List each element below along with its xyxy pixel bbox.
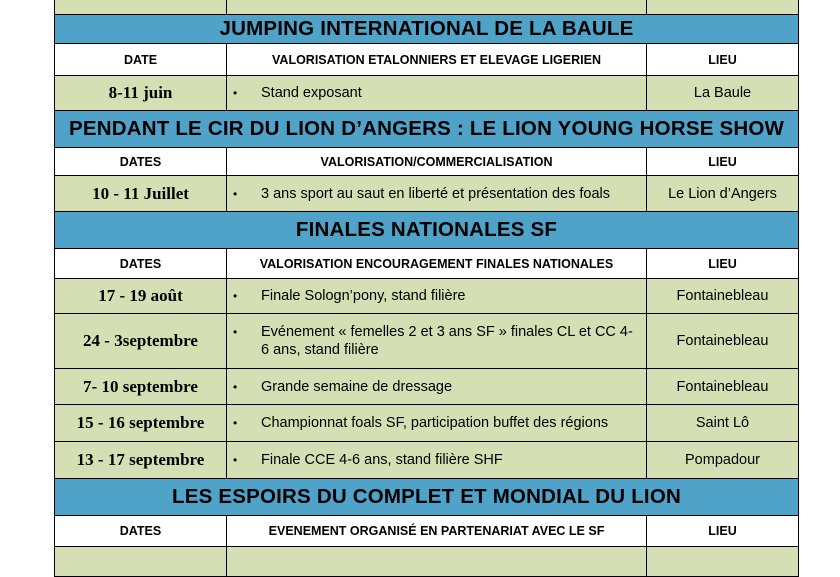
description-cell — [227, 547, 647, 577]
date-cell: 7- 10 septembre — [55, 369, 227, 405]
bullet-icon: • — [233, 186, 238, 201]
bullet-icon: • — [233, 453, 238, 467]
place-cell: Fontainebleau — [647, 369, 799, 405]
description-cell — [227, 442, 647, 479]
column-header-place: LIEU — [647, 516, 799, 547]
column-header-date: DATES — [55, 148, 227, 176]
date-cell — [55, 547, 227, 577]
column-header-description: VALORISATION ENCOURAGEMENT FINALES NATIONALES — [227, 249, 647, 279]
description-text: Championnat foals SF, participation buffet des régions — [261, 415, 609, 431]
column-header-date: DATE — [55, 44, 227, 76]
description-text: Stand exposant — [261, 85, 362, 101]
column-header-description: VALORISATION ETALONNIERS ET ELEVAGE LIGERIEN — [227, 44, 647, 76]
table-row — [55, 279, 799, 314]
bullet-icon: • — [233, 86, 238, 100]
place-cell: Fontainebleau — [647, 279, 799, 314]
date-cell: 8-11 juin — [55, 76, 227, 111]
section-title: JUMPING INTERNATIONAL DE LA BAULE — [55, 15, 799, 44]
column-header-description: VALORISATION/COMMERCIALISATION — [227, 148, 647, 176]
place-cell: Saint Lô — [647, 405, 799, 442]
bullet-icon: • — [233, 416, 238, 430]
place-cell — [647, 547, 799, 577]
description-cell — [227, 405, 647, 442]
table-row — [55, 442, 799, 479]
date-cell: 17 - 19 août — [55, 279, 227, 314]
bullet-icon: • — [233, 289, 238, 303]
bullet-icon: • — [233, 325, 238, 339]
table-row — [55, 405, 799, 442]
section-title: FINALES NATIONALES SF — [55, 212, 799, 249]
description-cell — [227, 76, 647, 111]
table-row — [55, 547, 799, 577]
table-row — [55, 369, 799, 405]
description-text: Finale CCE 4-6 ans, stand filière SHF — [261, 452, 503, 468]
section-title: PENDANT LE CIR DU LION D’ANGERS : LE LION YOUNG HORSE SHOW — [55, 111, 799, 148]
place-cell: Le Lion d’Angers — [647, 176, 799, 212]
column-header-place: LIEU — [647, 44, 799, 76]
description-cell — [227, 314, 647, 369]
header-row — [55, 516, 799, 547]
description-cell — [227, 0, 647, 15]
table-row — [55, 0, 799, 15]
section-title-row — [55, 479, 799, 516]
place-cell — [647, 0, 799, 15]
column-header-place: LIEU — [647, 249, 799, 279]
section-title-row — [55, 15, 799, 44]
place-cell: La Baule — [647, 76, 799, 111]
date-cell: 13 - 17 septembre — [55, 442, 227, 479]
table-row — [55, 314, 799, 369]
column-header-place: LIEU — [647, 148, 799, 176]
header-row — [55, 148, 799, 176]
place-cell: Fontainebleau — [647, 314, 799, 369]
description-cell — [227, 279, 647, 314]
description-cell — [227, 369, 647, 405]
date-cell: 10 - 11 Juillet — [55, 176, 227, 212]
section-title-row — [55, 212, 799, 249]
description-cell — [227, 176, 647, 212]
bullet-icon: • — [233, 379, 238, 394]
description-text: Grande semaine de dressage — [261, 378, 453, 395]
column-header-description: EVENEMENT ORGANISÉ EN PARTENARIAT AVEC LE SF — [227, 516, 647, 547]
section-title: LES ESPOIRS DU COMPLET ET MONDIAL DU LION — [55, 479, 799, 516]
section-title-row — [55, 111, 799, 148]
column-header-date: DATES — [55, 516, 227, 547]
column-header-date: DATES — [55, 249, 227, 279]
events-table — [54, 0, 799, 577]
header-row — [55, 249, 799, 279]
date-cell: 15 - 16 septembre — [55, 405, 227, 442]
table-row — [55, 76, 799, 111]
description-text: 3 ans sport au saut en liberté et présentation des foals — [261, 185, 611, 202]
date-cell: 24 - 3septembre — [55, 314, 227, 369]
description-text: Evénement « femelles 2 et 3 ans SF » finales CL et CC 4-6 ans, stand filière — [261, 324, 633, 358]
description-text: Finale Sologn’pony, stand filière — [261, 288, 466, 304]
table-row — [55, 176, 799, 212]
place-cell: Pompadour — [647, 442, 799, 479]
header-row — [55, 44, 799, 76]
date-cell — [55, 0, 227, 15]
